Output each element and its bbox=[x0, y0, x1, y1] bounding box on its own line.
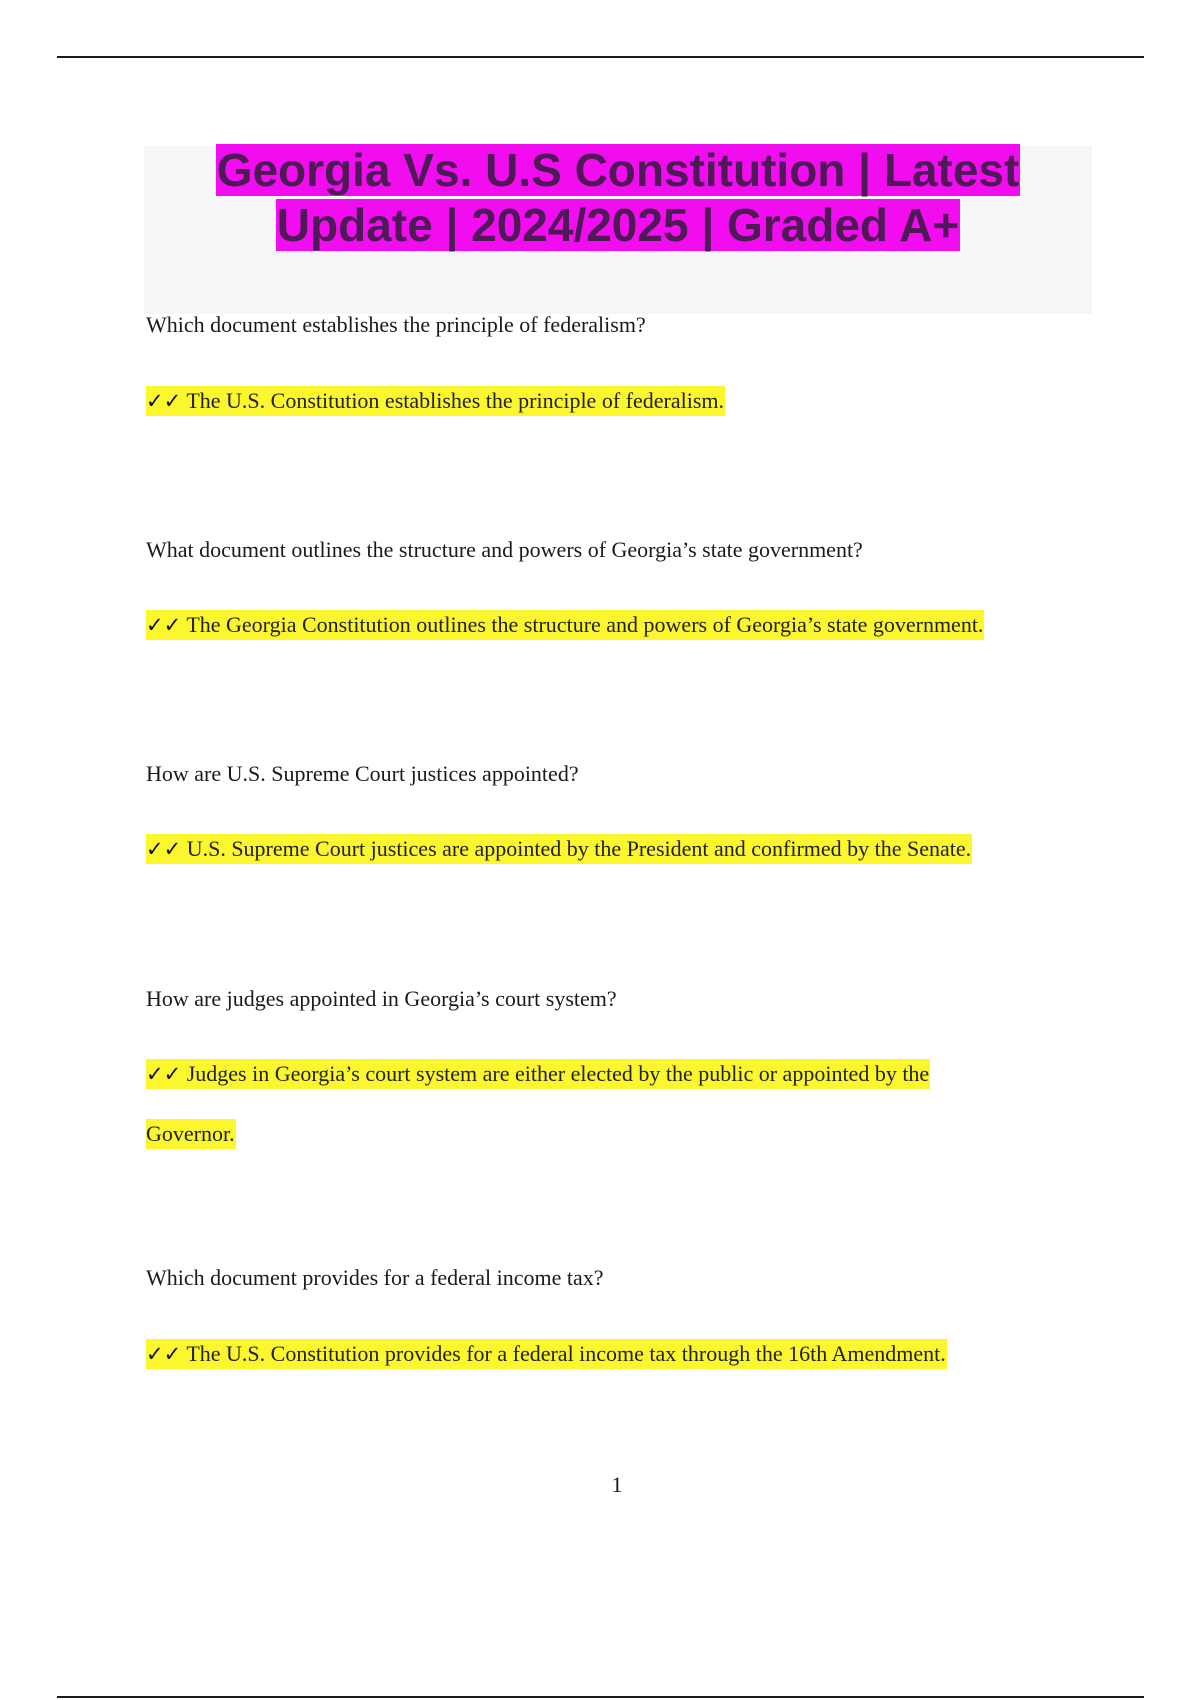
answer-4-text-line-2: Governor. bbox=[146, 1119, 236, 1149]
answer-5 bbox=[146, 1341, 947, 1367]
double-check-icon: ✓✓ bbox=[146, 837, 182, 861]
document-title bbox=[144, 143, 1092, 253]
question-4: How are judges appointed in Georgia’s court system? bbox=[146, 986, 617, 1011]
page-number: 1 bbox=[611, 1472, 623, 1497]
double-check-icon: ✓✓ bbox=[146, 613, 182, 637]
double-check-icon: ✓✓ bbox=[146, 389, 182, 413]
answer-5-text: The U.S. Constitution provides for a federal income tax through the 16th Amendment. bbox=[186, 1341, 946, 1366]
double-check-icon: ✓✓ bbox=[146, 1342, 182, 1366]
question-1: Which document establishes the principle of federalism? bbox=[146, 312, 646, 337]
answer-2-text: The Georgia Constitution outlines the structure and powers of Georgia’s state government. bbox=[186, 612, 984, 637]
question-5: Which document provides for a federal income tax? bbox=[146, 1265, 604, 1290]
document-title-line-1: Georgia Vs. U.S Constitution | Latest bbox=[216, 144, 1020, 196]
answer-1 bbox=[146, 388, 725, 414]
answer-3 bbox=[146, 836, 972, 862]
answer-3-text: U.S. Supreme Court justices are appointed by the President and confirmed by the Senate. bbox=[186, 836, 972, 861]
top-rule bbox=[57, 56, 1144, 58]
bottom-rule bbox=[57, 1696, 1144, 1698]
double-check-icon: ✓✓ bbox=[146, 1062, 182, 1086]
document-title-line-2: Update | 2024/2025 | Graded A+ bbox=[276, 199, 960, 251]
answer-2 bbox=[146, 612, 984, 638]
question-3: How are U.S. Supreme Court justices appointed? bbox=[146, 761, 579, 786]
answer-1-text: The U.S. Constitution establishes the principle of federalism. bbox=[186, 388, 724, 413]
answer-4-text-line-1: Judges in Georgia’s court system are either elected by the public or appointed by the bbox=[186, 1061, 930, 1086]
question-2: What document outlines the structure and powers of Georgia’s state government? bbox=[146, 537, 863, 562]
answer-4-line-2 bbox=[146, 1121, 236, 1147]
answer-4-line-1 bbox=[146, 1061, 930, 1087]
